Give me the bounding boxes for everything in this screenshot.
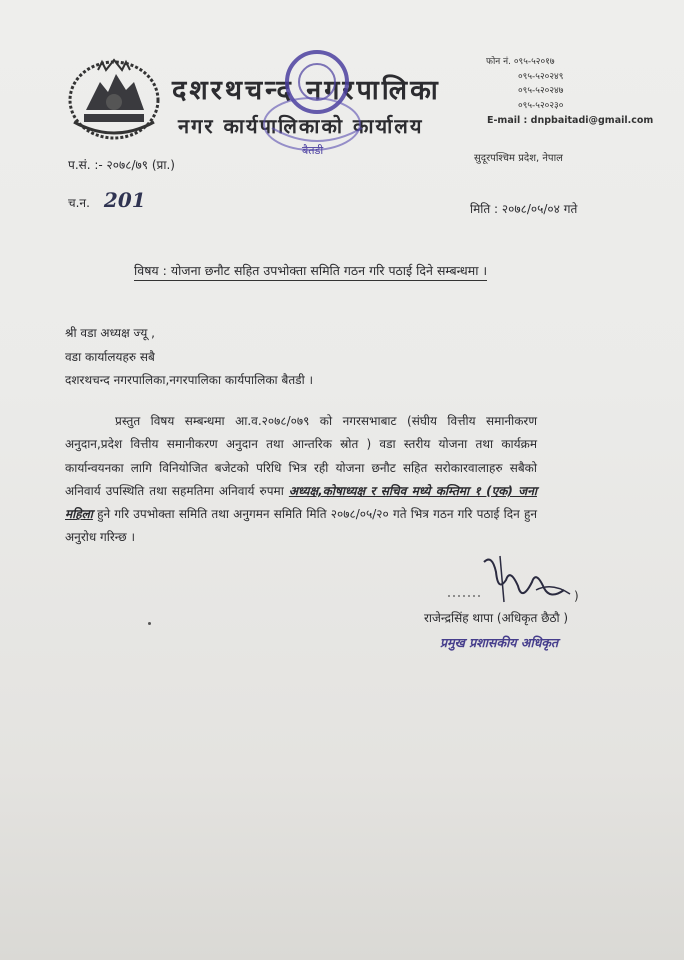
email-address: E-mail : dnpbaitadi@gmail.com bbox=[487, 115, 654, 126]
phone-number: ०९५-५२०२४७ bbox=[518, 86, 564, 96]
stray-mark bbox=[148, 622, 151, 625]
office-stamp-icon bbox=[262, 42, 372, 162]
body-emphasis: अध्यक्ष,कोषाध्यक्ष र सचिव मध्ये कम्तिमा १ (एक) जना महिला bbox=[65, 483, 537, 522]
stamp-text: बैतडी bbox=[302, 144, 324, 157]
phone-number: ०९५-५२०२४९ bbox=[518, 71, 564, 82]
body-text: प्रस्तुत विषय सम्बन्धमा आ.व.२०७८/०७९ को नगरसभाबाट (संघीय वित्तीय समानीकरण अनुदान,प्रदेश वित्तीय समानीकरण अनुदान तथा आन्तरिक स्रोत ) वडा स्तरीय योजना तथा कार्यक्रम कार्यान्वयनका लागि विनियोजित बजेटको परिधि भित्र रही योजना छनौट सहित सरोकारवालाहरु सबैको अनिवार्य उपस्थिति तथा सहमतिमा अनिवार्य रुपमा bbox=[65, 414, 537, 498]
dispatch-label: च.न. bbox=[68, 196, 90, 210]
letter-date: मिति : २०७८/०५/०४ गते bbox=[470, 202, 578, 216]
office-subtitle: नगर कार्यपालिकाको कार्यालय bbox=[178, 114, 424, 138]
dispatch-value: 201 bbox=[103, 188, 146, 212]
phone-line: फोन नं. ०९५-५२०१७ bbox=[486, 57, 555, 67]
addressee-line: वडा कार्यालयहरु सबै bbox=[65, 350, 155, 364]
municipality-title: दशरथचन्द नगरपालिका bbox=[172, 75, 441, 106]
signature-icon bbox=[440, 552, 600, 610]
reference-number: प.सं. :- २०७८/७९ (प्रा.) bbox=[68, 158, 175, 172]
dispatch-number bbox=[68, 188, 146, 212]
province-line: सुदूरपश्चिम प्रदेश, नेपाल bbox=[474, 153, 563, 164]
subject-line: विषय : योजना छनौट सहित उपभोक्ता समिति गठन गरि पठाई दिने सम्बन्धमा । bbox=[134, 262, 487, 281]
phone-number: ०९५-५२०२३० bbox=[518, 100, 564, 111]
signer-designation: प्रमुख प्रशासकीय अधिकृत bbox=[440, 635, 559, 650]
svg-text:): ) bbox=[574, 589, 579, 603]
addressee-line: दशरथचन्द नगरपालिका,नगरपालिका कार्यपालिका बैतडी । bbox=[65, 373, 314, 387]
signer-name: राजेन्द्रसिंह थापा (अधिकृत छैठौ ) bbox=[424, 611, 569, 625]
nepal-emblem-icon bbox=[64, 52, 164, 142]
letter-body bbox=[65, 410, 537, 550]
phone-block bbox=[486, 55, 563, 113]
body-text: हुने गरि उपभोक्ता समिति तथा अनुगमन समिति मिति २०७८/०५/२० गते भित्र गठन गरि पठाई दिन हुन अनुरोध गरिन्छ । bbox=[65, 507, 537, 545]
addressee-line: श्री वडा अध्यक्ष ज्यू , bbox=[65, 326, 155, 340]
